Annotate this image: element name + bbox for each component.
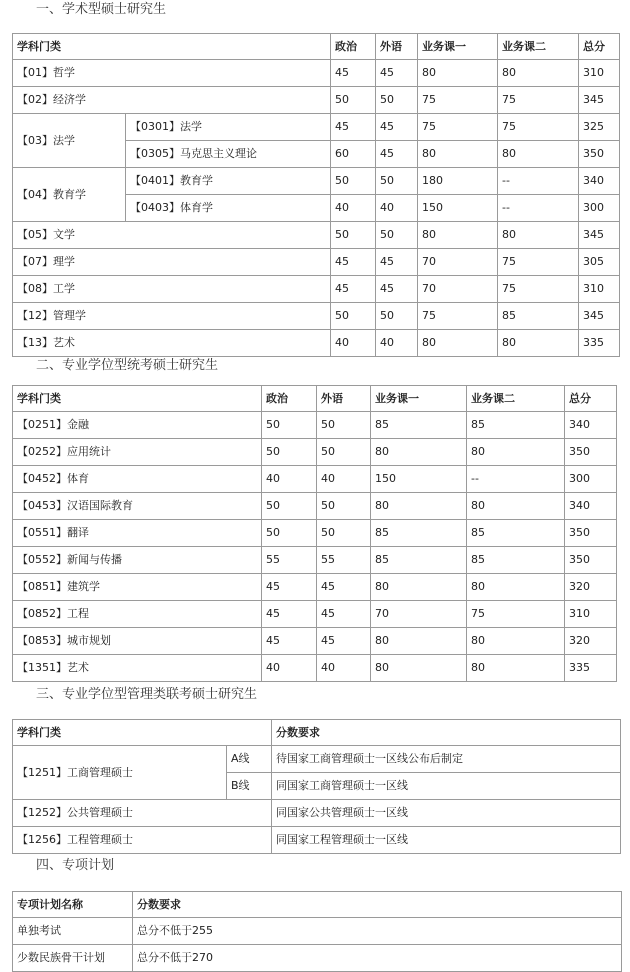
foreign-language-cell: 45 bbox=[317, 601, 371, 628]
foreign-language-cell: 50 bbox=[376, 168, 418, 195]
total-cell: 305 bbox=[579, 249, 620, 276]
total-cell: 350 bbox=[565, 520, 617, 547]
politics-cell: 50 bbox=[331, 168, 376, 195]
total-cell: 340 bbox=[565, 493, 617, 520]
category-cell: 【02】经济学 bbox=[13, 87, 331, 114]
course-1-cell: 70 bbox=[418, 249, 498, 276]
section4-heading: 四、专项计划 bbox=[36, 858, 115, 873]
course-2-cell: 75 bbox=[498, 276, 579, 303]
politics-cell: 50 bbox=[331, 222, 376, 249]
politics-cell: 45 bbox=[331, 276, 376, 303]
total-cell: 350 bbox=[565, 439, 617, 466]
total-cell: 350 bbox=[579, 141, 620, 168]
course-1-cell: 85 bbox=[371, 520, 467, 547]
category-cell: 【0552】新闻与传播 bbox=[13, 547, 262, 574]
course-1-cell: 80 bbox=[371, 628, 467, 655]
course-1-cell: 75 bbox=[418, 303, 498, 330]
course-1-cell: 70 bbox=[418, 276, 498, 303]
politics-cell: 50 bbox=[262, 412, 317, 439]
course-2-cell: 85 bbox=[498, 303, 579, 330]
col-header-score-requirement: 分数要求 bbox=[272, 720, 621, 746]
table-row bbox=[13, 945, 622, 972]
category-cell: 【04】教育学 bbox=[13, 168, 126, 222]
table-row bbox=[13, 628, 617, 655]
table-row bbox=[13, 87, 620, 114]
politics-cell: 60 bbox=[331, 141, 376, 168]
course-1-cell: 150 bbox=[418, 195, 498, 222]
academic-master-table bbox=[12, 33, 620, 357]
total-cell: 320 bbox=[565, 574, 617, 601]
requirement-cell: 总分不低于255 bbox=[133, 918, 622, 945]
category-cell: 【1252】公共管理硕士 bbox=[13, 800, 272, 827]
course-1-cell: 85 bbox=[371, 547, 467, 574]
table-row bbox=[13, 303, 620, 330]
course-2-cell: 75 bbox=[498, 114, 579, 141]
course-2-cell: 85 bbox=[467, 520, 565, 547]
total-cell: 345 bbox=[579, 222, 620, 249]
col-header-category: 学科门类 bbox=[13, 34, 331, 60]
total-cell: 325 bbox=[579, 114, 620, 141]
politics-cell: 45 bbox=[331, 60, 376, 87]
course-2-cell: 80 bbox=[467, 493, 565, 520]
course-2-cell: -- bbox=[498, 168, 579, 195]
category-cell: 【0453】汉语国际教育 bbox=[13, 493, 262, 520]
politics-cell: 55 bbox=[262, 547, 317, 574]
table-row bbox=[13, 493, 617, 520]
category-cell: 【07】理学 bbox=[13, 249, 331, 276]
course-2-cell: 80 bbox=[498, 222, 579, 249]
politics-cell: 40 bbox=[262, 466, 317, 493]
category-cell: 【12】管理学 bbox=[13, 303, 331, 330]
course-2-cell: 80 bbox=[467, 655, 565, 682]
col-header-program-name: 专项计划名称 bbox=[13, 892, 133, 918]
table-row bbox=[13, 746, 621, 773]
category-cell: 【0452】体育 bbox=[13, 466, 262, 493]
table-row bbox=[13, 412, 617, 439]
course-1-cell: 80 bbox=[371, 655, 467, 682]
subcategory-cell: 【0301】法学 bbox=[126, 114, 331, 141]
politics-cell: 40 bbox=[331, 330, 376, 357]
subcategory-cell: 【0305】马克思主义理论 bbox=[126, 141, 331, 168]
program-name-cell: 单独考试 bbox=[13, 918, 133, 945]
col-header-course-2: 业务课二 bbox=[498, 34, 579, 60]
total-cell: 310 bbox=[565, 601, 617, 628]
table-row bbox=[13, 574, 617, 601]
foreign-language-cell: 40 bbox=[317, 655, 371, 682]
category-cell: 【13】艺术 bbox=[13, 330, 331, 357]
table-row bbox=[13, 249, 620, 276]
politics-cell: 50 bbox=[331, 303, 376, 330]
foreign-language-cell: 45 bbox=[376, 60, 418, 87]
table-row bbox=[13, 827, 621, 854]
course-1-cell: 80 bbox=[371, 439, 467, 466]
category-cell: 【0251】金融 bbox=[13, 412, 262, 439]
course-1-cell: 70 bbox=[371, 601, 467, 628]
requirement-cell: 同国家工商管理硕士一区线 bbox=[272, 773, 621, 800]
category-cell: 【05】文学 bbox=[13, 222, 331, 249]
subcategory-cell: 【0403】体育学 bbox=[126, 195, 331, 222]
foreign-language-cell: 45 bbox=[376, 141, 418, 168]
course-1-cell: 180 bbox=[418, 168, 498, 195]
politics-cell: 50 bbox=[262, 439, 317, 466]
col-header-politics: 政治 bbox=[331, 34, 376, 60]
foreign-language-cell: 45 bbox=[317, 628, 371, 655]
politics-cell: 45 bbox=[331, 249, 376, 276]
course-2-cell: -- bbox=[467, 466, 565, 493]
politics-cell: 50 bbox=[262, 520, 317, 547]
col-header-total: 总分 bbox=[579, 34, 620, 60]
table-row bbox=[13, 439, 617, 466]
total-cell: 350 bbox=[565, 547, 617, 574]
category-cell: 【1256】工程管理硕士 bbox=[13, 827, 272, 854]
line-label-cell: A线 bbox=[227, 746, 272, 773]
category-cell: 【0252】应用统计 bbox=[13, 439, 262, 466]
table-row bbox=[13, 466, 617, 493]
total-cell: 310 bbox=[579, 276, 620, 303]
course-2-cell: 75 bbox=[498, 249, 579, 276]
management-joint-exam-table bbox=[12, 719, 621, 854]
category-cell: 【0551】翻译 bbox=[13, 520, 262, 547]
table-row bbox=[13, 114, 620, 141]
section3-heading: 三、专业学位型管理类联考硕士研究生 bbox=[36, 687, 258, 702]
col-header-total: 总分 bbox=[565, 386, 617, 412]
requirement-cell: 同国家工程管理硕士一区线 bbox=[272, 827, 621, 854]
table-row bbox=[13, 330, 620, 357]
foreign-language-cell: 50 bbox=[317, 520, 371, 547]
table-row bbox=[13, 168, 620, 195]
line-label-cell: B线 bbox=[227, 773, 272, 800]
total-cell: 340 bbox=[579, 168, 620, 195]
foreign-language-cell: 40 bbox=[376, 330, 418, 357]
politics-cell: 45 bbox=[331, 114, 376, 141]
course-1-cell: 80 bbox=[418, 141, 498, 168]
course-1-cell: 75 bbox=[418, 114, 498, 141]
course-2-cell: 80 bbox=[498, 141, 579, 168]
total-cell: 300 bbox=[579, 195, 620, 222]
foreign-language-cell: 50 bbox=[376, 87, 418, 114]
foreign-language-cell: 45 bbox=[317, 574, 371, 601]
table-row bbox=[13, 800, 621, 827]
col-header-category: 学科门类 bbox=[13, 720, 272, 746]
col-header-course-2: 业务课二 bbox=[467, 386, 565, 412]
course-2-cell: 80 bbox=[467, 574, 565, 601]
course-1-cell: 80 bbox=[418, 60, 498, 87]
politics-cell: 45 bbox=[262, 628, 317, 655]
foreign-language-cell: 50 bbox=[376, 303, 418, 330]
category-cell: 【0852】工程 bbox=[13, 601, 262, 628]
table-row bbox=[13, 655, 617, 682]
table-row bbox=[13, 601, 617, 628]
program-name-cell: 少数民族骨干计划 bbox=[13, 945, 133, 972]
total-cell: 310 bbox=[579, 60, 620, 87]
foreign-language-cell: 50 bbox=[317, 412, 371, 439]
col-header-foreign-language: 外语 bbox=[376, 34, 418, 60]
subcategory-cell: 【0401】教育学 bbox=[126, 168, 331, 195]
course-2-cell: 80 bbox=[467, 439, 565, 466]
total-cell: 335 bbox=[565, 655, 617, 682]
course-1-cell: 150 bbox=[371, 466, 467, 493]
table-row bbox=[13, 60, 620, 87]
foreign-language-cell: 50 bbox=[317, 439, 371, 466]
col-header-category: 学科门类 bbox=[13, 386, 262, 412]
col-header-course-1: 业务课一 bbox=[418, 34, 498, 60]
table-row bbox=[13, 918, 622, 945]
total-cell: 340 bbox=[565, 412, 617, 439]
special-program-table bbox=[12, 891, 622, 972]
total-cell: 300 bbox=[565, 466, 617, 493]
foreign-language-cell: 50 bbox=[376, 222, 418, 249]
category-cell: 【1251】工商管理硕士 bbox=[13, 746, 227, 800]
course-2-cell: 85 bbox=[467, 412, 565, 439]
course-2-cell: 80 bbox=[467, 628, 565, 655]
course-1-cell: 80 bbox=[371, 493, 467, 520]
course-2-cell: 75 bbox=[467, 601, 565, 628]
section1-heading: 一、学术型硕士研究生 bbox=[36, 2, 167, 17]
table-row bbox=[13, 222, 620, 249]
requirement-cell: 待国家工商管理硕士一区线公布后制定 bbox=[272, 746, 621, 773]
col-header-politics: 政治 bbox=[262, 386, 317, 412]
table-row bbox=[13, 520, 617, 547]
table-header-row bbox=[13, 34, 620, 60]
table-header-row bbox=[13, 720, 621, 746]
politics-cell: 40 bbox=[331, 195, 376, 222]
col-header-course-1: 业务课一 bbox=[371, 386, 467, 412]
table-row bbox=[13, 276, 620, 303]
politics-cell: 50 bbox=[331, 87, 376, 114]
table-row bbox=[13, 547, 617, 574]
foreign-language-cell: 45 bbox=[376, 114, 418, 141]
politics-cell: 50 bbox=[262, 493, 317, 520]
total-cell: 345 bbox=[579, 303, 620, 330]
course-1-cell: 85 bbox=[371, 412, 467, 439]
col-header-score-requirement: 分数要求 bbox=[133, 892, 622, 918]
total-cell: 320 bbox=[565, 628, 617, 655]
requirement-cell: 同国家公共管理硕士一区线 bbox=[272, 800, 621, 827]
foreign-language-cell: 40 bbox=[317, 466, 371, 493]
foreign-language-cell: 55 bbox=[317, 547, 371, 574]
course-1-cell: 80 bbox=[371, 574, 467, 601]
table-header-row bbox=[13, 892, 622, 918]
category-cell: 【08】工学 bbox=[13, 276, 331, 303]
section2-heading: 二、专业学位型统考硕士研究生 bbox=[36, 358, 219, 373]
course-1-cell: 80 bbox=[418, 330, 498, 357]
course-1-cell: 75 bbox=[418, 87, 498, 114]
foreign-language-cell: 50 bbox=[317, 493, 371, 520]
politics-cell: 40 bbox=[262, 655, 317, 682]
course-1-cell: 80 bbox=[418, 222, 498, 249]
category-cell: 【0851】建筑学 bbox=[13, 574, 262, 601]
total-cell: 345 bbox=[579, 87, 620, 114]
total-cell: 335 bbox=[579, 330, 620, 357]
course-2-cell: -- bbox=[498, 195, 579, 222]
course-2-cell: 75 bbox=[498, 87, 579, 114]
col-header-foreign-language: 外语 bbox=[317, 386, 371, 412]
category-cell: 【0853】城市规划 bbox=[13, 628, 262, 655]
category-cell: 【1351】艺术 bbox=[13, 655, 262, 682]
professional-master-table bbox=[12, 385, 617, 682]
course-2-cell: 85 bbox=[467, 547, 565, 574]
course-2-cell: 80 bbox=[498, 330, 579, 357]
politics-cell: 45 bbox=[262, 601, 317, 628]
requirement-cell: 总分不低于270 bbox=[133, 945, 622, 972]
category-cell: 【03】法学 bbox=[13, 114, 126, 168]
table-header-row bbox=[13, 386, 617, 412]
course-2-cell: 80 bbox=[498, 60, 579, 87]
category-cell: 【01】哲学 bbox=[13, 60, 331, 87]
foreign-language-cell: 40 bbox=[376, 195, 418, 222]
politics-cell: 45 bbox=[262, 574, 317, 601]
foreign-language-cell: 45 bbox=[376, 276, 418, 303]
foreign-language-cell: 45 bbox=[376, 249, 418, 276]
